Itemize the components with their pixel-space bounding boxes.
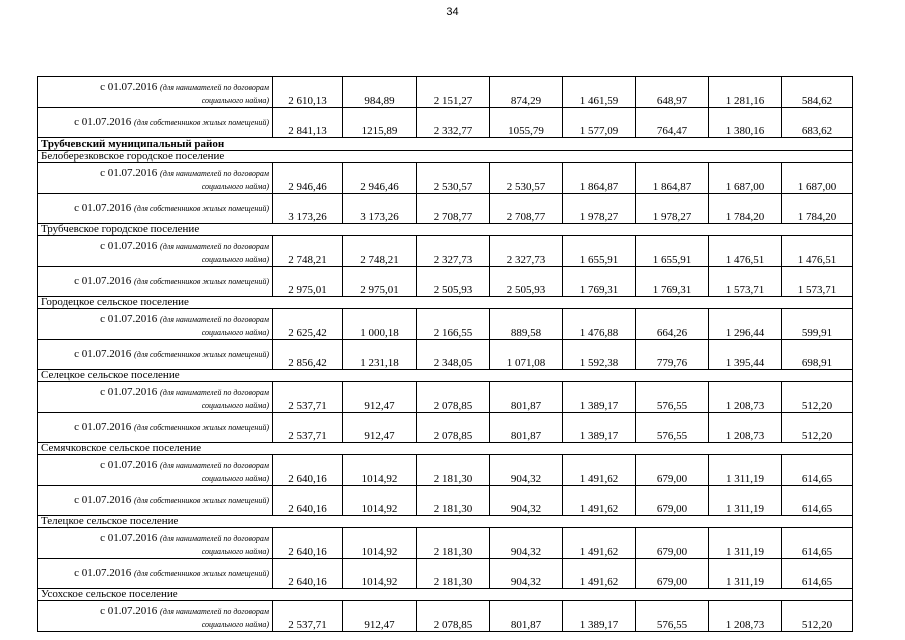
row-label	[38, 559, 273, 589]
tariff-value: 2 640,16	[273, 455, 343, 486]
settlement-header-row	[38, 516, 853, 528]
date-label: с 01.07.2016	[100, 313, 158, 325]
date-label: с 01.07.2016	[100, 459, 158, 471]
tariff-value: 3 173,26	[273, 194, 343, 224]
tariff-value: 1 476,51	[709, 236, 782, 267]
tariff-value: 1014,92	[343, 559, 417, 589]
date-label: с 01.07.2016	[74, 275, 132, 287]
tariff-value: 584,62	[782, 77, 853, 108]
tariff-value: 2 625,42	[273, 309, 343, 340]
tariff-value: 1 380,16	[709, 108, 782, 138]
tenants-note-line2: социального найма)	[201, 547, 269, 556]
tariff-value: 1 208,73	[709, 382, 782, 413]
row-label	[38, 108, 273, 138]
row-label	[38, 382, 273, 413]
tariff-value: 912,47	[343, 382, 417, 413]
row-label	[38, 267, 273, 297]
settlement-name: Семячковское сельское поселение	[38, 443, 853, 455]
tariff-value: 904,32	[490, 455, 563, 486]
tariff-value: 2 946,46	[343, 163, 417, 194]
settlement-header-row	[38, 370, 853, 382]
tariff-value: 2 078,85	[417, 601, 490, 632]
tenants-note-line2: социального найма)	[201, 182, 269, 191]
tariff-value: 698,91	[782, 340, 853, 370]
tariff-value: 1014,92	[343, 455, 417, 486]
date-label: с 01.07.2016	[100, 240, 158, 252]
tariff-value: 664,26	[636, 309, 709, 340]
tenants-tariff-row	[38, 163, 853, 194]
tenants-note-line1: (для нанимателей по договорам	[160, 534, 269, 543]
date-label: с 01.07.2016	[74, 494, 132, 506]
settlement-name: Селецкое сельское поселение	[38, 370, 853, 382]
tariff-value: 1 491,62	[563, 559, 636, 589]
row-label	[38, 413, 273, 443]
tariff-value: 2 327,73	[490, 236, 563, 267]
tariff-value: 2 610,13	[273, 77, 343, 108]
date-label: с 01.07.2016	[100, 167, 158, 179]
tariff-value: 2 078,85	[417, 413, 490, 443]
tariff-value: 912,47	[343, 413, 417, 443]
tariff-value: 1 311,19	[709, 455, 782, 486]
date-label: с 01.07.2016	[74, 421, 132, 433]
tariff-value: 599,91	[782, 309, 853, 340]
tariff-value: 2 975,01	[273, 267, 343, 297]
tariff-value: 2 748,21	[273, 236, 343, 267]
tariff-value: 984,89	[343, 77, 417, 108]
tenants-note-line2: социального найма)	[201, 328, 269, 337]
tariff-value: 2 505,93	[490, 267, 563, 297]
tariff-value: 2 166,55	[417, 309, 490, 340]
tariff-value: 1215,89	[343, 108, 417, 138]
tariff-value: 1 784,20	[782, 194, 853, 224]
tariff-value: 904,32	[490, 528, 563, 559]
row-label	[38, 340, 273, 370]
row-label	[38, 77, 273, 108]
tariff-value: 1 389,17	[563, 413, 636, 443]
owners-tariff-row	[38, 413, 853, 443]
tenants-note-line2: социального найма)	[201, 401, 269, 410]
district-name: Трубчевский муниципальный район	[38, 138, 853, 151]
tenants-tariff-row	[38, 528, 853, 559]
tariff-value: 1014,92	[343, 486, 417, 516]
tariff-value: 1 573,71	[709, 267, 782, 297]
tariff-value: 1 655,91	[636, 236, 709, 267]
row-label	[38, 455, 273, 486]
settlement-header-row	[38, 224, 853, 236]
owners-tariff-row	[38, 108, 853, 138]
owners-note: (для собственников жилых помещений)	[134, 350, 269, 359]
tenants-tariff-row	[38, 601, 853, 632]
tariff-value: 2 537,71	[273, 382, 343, 413]
tariff-value: 1 071,08	[490, 340, 563, 370]
tariff-value: 679,00	[636, 528, 709, 559]
tariff-value: 2 975,01	[343, 267, 417, 297]
tariff-value: 1 296,44	[709, 309, 782, 340]
tariff-value: 2 841,13	[273, 108, 343, 138]
tariff-value: 576,55	[636, 601, 709, 632]
tariff-value: 1 978,27	[563, 194, 636, 224]
tariff-value: 801,87	[490, 413, 563, 443]
tariff-value: 1 592,38	[563, 340, 636, 370]
tenants-note-line2: социального найма)	[201, 474, 269, 483]
tenants-note-line1: (для нанимателей по договорам	[160, 169, 269, 178]
tariff-value: 1 769,31	[636, 267, 709, 297]
tariff-value: 779,76	[636, 340, 709, 370]
tariff-value: 2 181,30	[417, 559, 490, 589]
tariff-value: 614,65	[782, 559, 853, 589]
settlement-name: Телецкое сельское поселение	[38, 516, 853, 528]
tariff-value: 2 181,30	[417, 528, 490, 559]
tariff-value: 889,58	[490, 309, 563, 340]
tariff-value: 512,20	[782, 413, 853, 443]
tariff-value: 679,00	[636, 486, 709, 516]
owners-tariff-row	[38, 559, 853, 589]
tariff-value: 3 173,26	[343, 194, 417, 224]
date-label: с 01.07.2016	[74, 567, 132, 579]
tariff-value: 2 708,77	[417, 194, 490, 224]
owners-tariff-row	[38, 486, 853, 516]
tariff-value: 2 078,85	[417, 382, 490, 413]
tenants-note-line1: (для нанимателей по договорам	[160, 461, 269, 470]
tenants-note-line1: (для нанимателей по договорам	[160, 607, 269, 616]
tariff-value: 614,65	[782, 486, 853, 516]
date-label: с 01.07.2016	[74, 116, 132, 128]
tariff-value: 2 640,16	[273, 559, 343, 589]
tariff-value: 2 946,46	[273, 163, 343, 194]
date-label: с 01.07.2016	[74, 348, 132, 360]
tariff-value: 1 573,71	[782, 267, 853, 297]
owners-note: (для собственников жилых помещений)	[134, 496, 269, 505]
tariff-value: 1 389,17	[563, 601, 636, 632]
tenants-note-line2: социального найма)	[201, 255, 269, 264]
page-number: 34	[446, 6, 459, 18]
tariff-value: 512,20	[782, 382, 853, 413]
tariff-value: 801,87	[490, 382, 563, 413]
settlement-name: Трубчевское городское поселение	[38, 224, 853, 236]
tariff-value: 2 530,57	[417, 163, 490, 194]
owners-tariff-row	[38, 340, 853, 370]
tariff-value: 1 311,19	[709, 528, 782, 559]
settlement-header-row	[38, 151, 853, 163]
owners-tariff-row	[38, 194, 853, 224]
tariff-value: 1014,92	[343, 528, 417, 559]
tariff-value: 801,87	[490, 601, 563, 632]
tariff-value: 1 311,19	[709, 486, 782, 516]
tenants-tariff-row	[38, 236, 853, 267]
tariff-value: 2 530,57	[490, 163, 563, 194]
tariff-value: 1055,79	[490, 108, 563, 138]
tariff-value: 1 491,62	[563, 486, 636, 516]
tariff-value: 679,00	[636, 559, 709, 589]
tariff-value: 576,55	[636, 382, 709, 413]
tenants-tariff-row	[38, 455, 853, 486]
tariff-value: 1 655,91	[563, 236, 636, 267]
date-label: с 01.07.2016	[74, 202, 132, 214]
tariff-value: 1 687,00	[709, 163, 782, 194]
tariff-value: 648,97	[636, 77, 709, 108]
tenants-tariff-row	[38, 309, 853, 340]
tariff-value: 904,32	[490, 486, 563, 516]
row-label	[38, 194, 273, 224]
tariff-value: 904,32	[490, 559, 563, 589]
tariff-value: 2 856,42	[273, 340, 343, 370]
tariff-value: 2 708,77	[490, 194, 563, 224]
tariff-value: 2 640,16	[273, 486, 343, 516]
owners-note: (для собственников жилых помещений)	[134, 277, 269, 286]
tariff-value: 1 311,19	[709, 559, 782, 589]
owners-note: (для собственников жилых помещений)	[134, 118, 269, 127]
row-label	[38, 528, 273, 559]
tariff-value: 1 978,27	[636, 194, 709, 224]
row-label	[38, 486, 273, 516]
tariff-value: 1 864,87	[563, 163, 636, 194]
tariff-value: 2 327,73	[417, 236, 490, 267]
tariff-value: 2 332,77	[417, 108, 490, 138]
tariff-value: 2 537,71	[273, 601, 343, 632]
tenants-note-line2: социального найма)	[201, 96, 269, 105]
tariff-value: 2 537,71	[273, 413, 343, 443]
tariff-value: 1 281,16	[709, 77, 782, 108]
date-label: с 01.07.2016	[100, 605, 158, 617]
tariff-value: 1 769,31	[563, 267, 636, 297]
settlement-name: Усохское сельское поселение	[38, 589, 853, 601]
settlement-name: Белоберезковское городское поселение	[38, 151, 853, 163]
tariff-value: 1 461,59	[563, 77, 636, 108]
settlement-header-row	[38, 443, 853, 455]
date-label: с 01.07.2016	[100, 532, 158, 544]
owners-note: (для собственников жилых помещений)	[134, 423, 269, 432]
tariff-value: 1 389,17	[563, 382, 636, 413]
district-header-row	[38, 138, 853, 151]
tariff-value: 1 476,51	[782, 236, 853, 267]
tenants-note-line1: (для нанимателей по договорам	[160, 242, 269, 251]
tariff-value: 912,47	[343, 601, 417, 632]
tariff-value: 1 687,00	[782, 163, 853, 194]
tariff-value: 2 181,30	[417, 486, 490, 516]
tariff-value: 1 395,44	[709, 340, 782, 370]
tariff-value: 2 505,93	[417, 267, 490, 297]
date-label: с 01.07.2016	[100, 81, 158, 93]
tenants-note-line1: (для нанимателей по договорам	[160, 83, 269, 92]
tariff-value: 764,47	[636, 108, 709, 138]
date-label: с 01.07.2016	[100, 386, 158, 398]
settlement-name: Городецкое сельское поселение	[38, 297, 853, 309]
owners-note: (для собственников жилых помещений)	[134, 569, 269, 578]
tariff-value: 1 864,87	[636, 163, 709, 194]
tenants-tariff-row	[38, 382, 853, 413]
tariff-value: 1 784,20	[709, 194, 782, 224]
tariff-value: 679,00	[636, 455, 709, 486]
tariff-value: 614,65	[782, 455, 853, 486]
settlement-header-row	[38, 589, 853, 601]
tariff-value: 1 577,09	[563, 108, 636, 138]
tariff-value: 1 476,88	[563, 309, 636, 340]
tariff-value: 1 231,18	[343, 340, 417, 370]
row-label	[38, 236, 273, 267]
tariff-value: 2 640,16	[273, 528, 343, 559]
tariff-value: 2 181,30	[417, 455, 490, 486]
tariff-value: 683,62	[782, 108, 853, 138]
tariff-value: 614,65	[782, 528, 853, 559]
row-label	[38, 163, 273, 194]
settlement-header-row	[38, 297, 853, 309]
tariff-value: 1 208,73	[709, 413, 782, 443]
tariff-value: 1 208,73	[709, 601, 782, 632]
tariff-value: 512,20	[782, 601, 853, 632]
tenants-note-line2: социального найма)	[201, 620, 269, 629]
tariff-value: 874,29	[490, 77, 563, 108]
tariff-value: 1 491,62	[563, 455, 636, 486]
tariff-value: 576,55	[636, 413, 709, 443]
tariff-table	[37, 76, 853, 632]
tariff-value: 2 151,27	[417, 77, 490, 108]
tariff-value: 1 000,18	[343, 309, 417, 340]
tenants-tariff-row	[38, 77, 853, 108]
row-label	[38, 601, 273, 632]
owners-tariff-row	[38, 267, 853, 297]
owners-note: (для собственников жилых помещений)	[134, 204, 269, 213]
tenants-note-line1: (для нанимателей по договорам	[160, 388, 269, 397]
tariff-value: 2 748,21	[343, 236, 417, 267]
tariff-value: 2 348,05	[417, 340, 490, 370]
row-label	[38, 309, 273, 340]
tariff-value: 1 491,62	[563, 528, 636, 559]
tenants-note-line1: (для нанимателей по договорам	[160, 315, 269, 324]
